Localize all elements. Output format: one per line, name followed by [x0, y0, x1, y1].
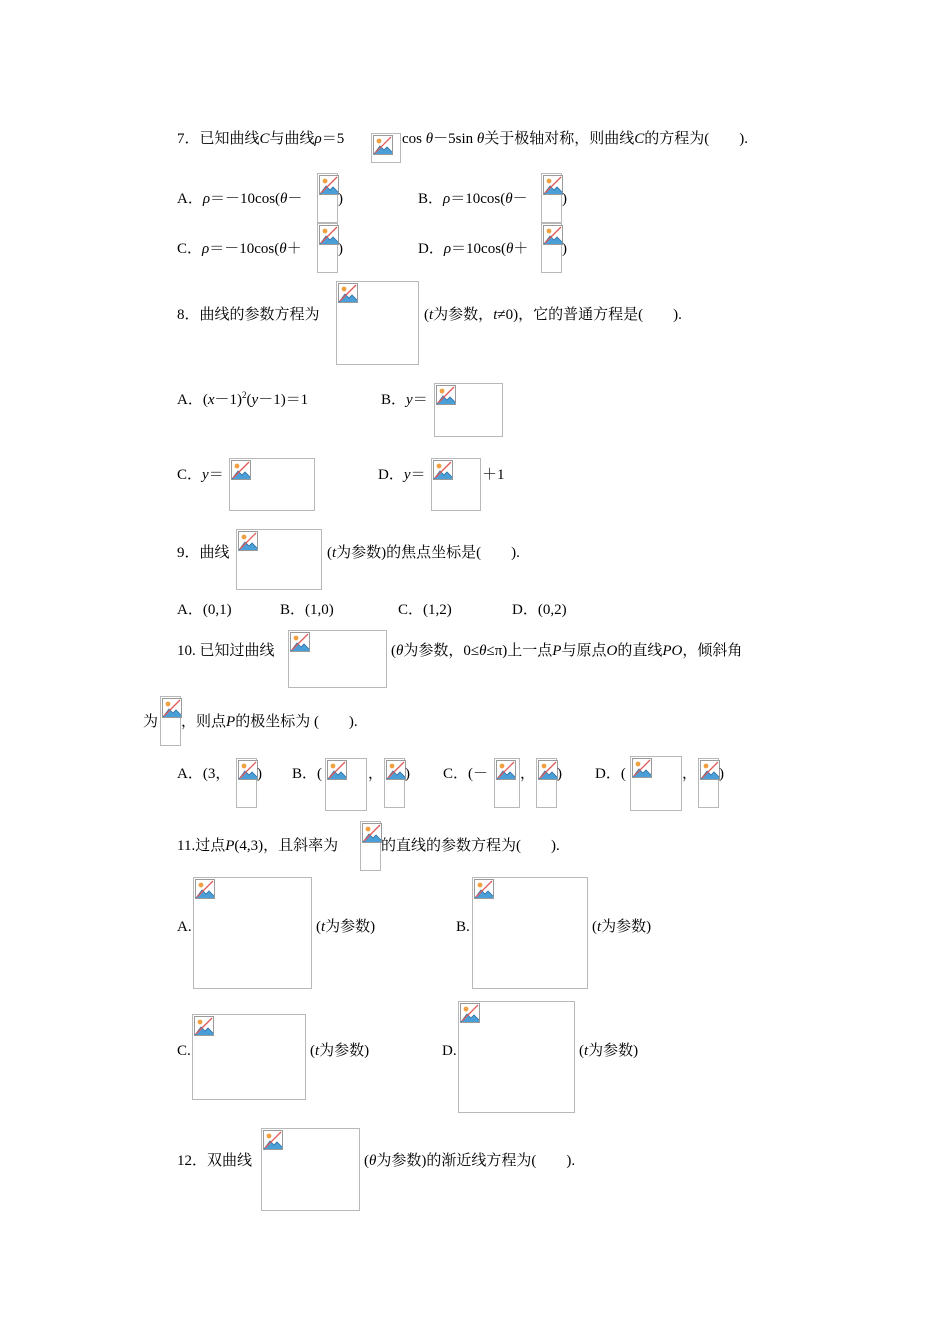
q9-stem-text: (: [327, 545, 332, 561]
var-t: t: [332, 545, 337, 561]
option-text: ＋: [286, 241, 302, 257]
q9-option-c: C．(1,2): [398, 602, 452, 618]
option-text: －1): [214, 392, 243, 408]
q7-stem-text: 关于极轴对称，则曲线: [484, 131, 635, 147]
q12-stem: 12．双曲线: [177, 1153, 253, 1169]
q8-option-b: [381, 391, 428, 409]
q12-stem-text: 为参数)的渐近线方程为( ).: [376, 1153, 576, 1169]
formula-image: [458, 1001, 575, 1113]
formula-image: [536, 758, 557, 808]
q11-stem: [177, 837, 338, 855]
broken-image-icon: [238, 531, 258, 551]
option-text: ＋: [513, 241, 529, 257]
q9-stem: 9．曲线: [177, 545, 230, 561]
broken-image-icon: [386, 760, 406, 780]
option-label: A．: [177, 392, 203, 408]
q11-stem-text: 11.过点: [177, 838, 226, 854]
broken-image-icon: [319, 175, 339, 195]
option-text: －: [512, 191, 528, 207]
q10-option-b-comma: ，: [368, 766, 384, 782]
option-text: ＝－10cos(: [210, 191, 281, 207]
var-y: y: [406, 392, 413, 408]
q9-stem-text: 为参数)的焦点坐标是( ).: [336, 545, 520, 561]
option-text: ＝10cos(: [450, 191, 506, 207]
formula-image: [384, 758, 405, 808]
q10-line2-a: 为: [143, 714, 159, 730]
option-text: (: [246, 392, 252, 408]
broken-image-icon: [496, 760, 516, 780]
var-y: y: [251, 392, 259, 408]
q11-option-c: C.: [177, 1043, 191, 1059]
broken-image-icon: [362, 823, 382, 843]
formula-image: [541, 223, 562, 273]
q11-option-a-param: [316, 918, 375, 936]
q11-option-d: D.: [442, 1043, 457, 1059]
formula-image: [434, 383, 503, 437]
q8-stem: 8．曲线的参数方程为: [177, 307, 320, 323]
q7-stem-text: 7．已知曲线: [177, 131, 260, 147]
broken-image-icon: [319, 225, 339, 245]
option-label: B．: [418, 191, 444, 207]
var-t: t: [597, 919, 602, 935]
q10-stem-text: 为参数，0≤: [403, 643, 480, 659]
q11-option-c-param: [310, 1042, 369, 1060]
formula-image: [229, 458, 315, 511]
formula-image: [360, 821, 381, 871]
q10-stem-text: 与原点: [561, 643, 607, 659]
q7-stem-text: －5sin: [433, 131, 474, 147]
q10-option-c-close: ): [557, 766, 562, 782]
q7-stem-text: 与曲线: [269, 131, 315, 147]
formula-image: [288, 630, 387, 688]
exponent: 2: [242, 390, 247, 400]
q8-option-d: [378, 466, 426, 484]
option-text: (: [202, 392, 208, 408]
formula-image: [431, 458, 481, 511]
option-text: 为参数): [588, 1043, 639, 1059]
rho: ρ: [314, 131, 322, 147]
var-c: C: [634, 131, 645, 147]
q7-option-d: [418, 240, 528, 258]
var-y: y: [403, 467, 411, 483]
q10-stem-text: ，倾斜角: [682, 643, 743, 659]
var-t: t: [493, 307, 498, 323]
q11-option-a: A.: [177, 919, 192, 935]
rho: ρ: [202, 191, 211, 207]
broken-image-icon: [162, 698, 182, 718]
formula-image: [494, 758, 520, 808]
broken-image-icon: [474, 879, 494, 899]
option-label: D．: [418, 241, 444, 257]
formula-image: [236, 529, 322, 590]
q11-option-b: B.: [456, 919, 470, 935]
q10-option-d-comma: ，: [682, 766, 698, 782]
formula-image: [630, 756, 682, 811]
broken-image-icon: [195, 879, 215, 899]
point-p: P: [552, 643, 562, 659]
broken-image-icon: [433, 460, 453, 480]
q10-stem-text: 的直线: [617, 643, 663, 659]
q10-option-d: D．(: [595, 766, 626, 782]
option-text: ＝－10cos(: [209, 241, 280, 257]
point-p: P: [226, 714, 236, 730]
broken-image-icon: [632, 758, 652, 778]
q11-stem-cont: 的直线的参数方程为( ).: [381, 838, 560, 854]
theta: θ: [396, 643, 404, 659]
q10-option-c: C．(－: [443, 766, 489, 782]
theta: θ: [369, 1153, 377, 1169]
var-x: x: [207, 392, 215, 408]
option-text: (: [316, 919, 321, 935]
broken-image-icon: [327, 760, 347, 780]
option-label: B．: [381, 392, 407, 408]
var-t: t: [429, 307, 434, 323]
broken-image-icon: [460, 1003, 480, 1023]
formula-image: [192, 1014, 306, 1100]
formula-image: [541, 173, 562, 223]
q8-stem-cont: [424, 306, 682, 324]
q9-stem-cont: [327, 544, 520, 562]
option-text: ＝10cos(: [451, 241, 507, 257]
broken-image-icon: [338, 283, 358, 303]
theta: θ: [479, 643, 487, 659]
point-p: P: [225, 838, 235, 854]
formula-image: [317, 173, 338, 223]
q9-option-d: D．(0,2): [512, 602, 567, 618]
q10-option-d-close: ): [719, 766, 724, 782]
broken-image-icon: [263, 1130, 283, 1150]
rho: ρ: [443, 241, 452, 257]
option-text: 为参数): [325, 919, 376, 935]
formula-image: [261, 1128, 360, 1211]
option-text: (: [592, 919, 597, 935]
q10-stem-text: ，则点: [181, 714, 227, 730]
q9-option-b: B．(1,0): [280, 602, 334, 618]
q7-option-b: [418, 190, 528, 208]
broken-image-icon: [194, 1016, 214, 1036]
point-o: O: [606, 643, 618, 659]
q8-stem-text: ≠0)，它的普通方程是( ).: [497, 307, 682, 323]
formula-image: [698, 758, 719, 808]
q11-stem-text: (4,3)，且斜率为: [234, 838, 339, 854]
formula-image: [236, 758, 257, 808]
broken-image-icon: [700, 760, 720, 780]
q10-stem-text: ≤π)上一点: [486, 643, 553, 659]
q8-option-a: [177, 391, 308, 409]
broken-image-icon: [231, 460, 251, 480]
q12-stem-text: (: [364, 1153, 369, 1169]
q10-stem-text: 的极坐标为 ( ).: [235, 714, 358, 730]
q7-option-d-close: ): [562, 241, 567, 257]
option-text: －: [287, 191, 303, 207]
var-t: t: [584, 1043, 589, 1059]
q12-stem-cont: [364, 1152, 575, 1170]
q8-option-c: [177, 466, 224, 484]
option-label: C．: [177, 467, 203, 483]
q10-option-b: B．(: [292, 766, 323, 782]
var-c: C: [259, 131, 270, 147]
formula-image: [317, 223, 338, 273]
option-label: A．: [177, 191, 203, 207]
broken-image-icon: [290, 632, 310, 652]
formula-image: [336, 281, 419, 365]
theta: θ: [505, 191, 513, 207]
q11-option-b-param: [592, 918, 651, 936]
q7-option-b-close: ): [562, 191, 567, 207]
broken-image-icon: [436, 385, 456, 405]
formula-image: [325, 758, 367, 811]
option-text: 为参数): [319, 1043, 370, 1059]
theta: θ: [280, 191, 288, 207]
q10-option-b-close: ): [405, 766, 410, 782]
q10-stem-cont: [391, 642, 742, 660]
option-label: C．: [177, 241, 203, 257]
q10-option-a-close: ): [257, 766, 262, 782]
q7-stem-text: ＝5: [321, 131, 345, 147]
var-t: t: [321, 919, 326, 935]
option-text: ＝: [208, 467, 224, 483]
option-label: D．: [378, 467, 404, 483]
q8-stem-text: (: [424, 307, 429, 323]
theta: θ: [279, 241, 287, 257]
theta: θ: [476, 131, 485, 147]
line-po: PO: [662, 643, 683, 659]
formula-image: [371, 133, 401, 163]
formula-image: [193, 877, 312, 989]
q8-option-d-tail: ＋1: [482, 467, 505, 483]
broken-image-icon: [543, 225, 563, 245]
q7-option-c-close: ): [338, 241, 343, 257]
option-text: ＝: [410, 467, 426, 483]
q7-stem-text: cos: [402, 131, 422, 147]
broken-image-icon: [373, 135, 393, 155]
option-text: 为参数): [601, 919, 652, 935]
broken-image-icon: [543, 175, 563, 195]
q10-stem: 10. 已知过曲线: [177, 643, 275, 659]
var-y: y: [202, 467, 209, 483]
theta: θ: [506, 241, 514, 257]
q7-option-a: [177, 190, 302, 208]
rho: ρ: [443, 191, 451, 207]
option-text: (: [579, 1043, 584, 1059]
q7-option-c: [177, 240, 302, 258]
formula-image: [472, 877, 588, 989]
option-text: －1)＝1: [258, 392, 309, 408]
var-t: t: [315, 1043, 320, 1059]
q10-option-a: A．(3，: [177, 766, 231, 782]
broken-image-icon: [238, 760, 258, 780]
q7-stem: [177, 130, 344, 148]
theta: θ: [425, 131, 434, 147]
q7-option-a-close: ): [338, 191, 343, 207]
q8-stem-text: 为参数，: [433, 307, 494, 323]
broken-image-icon: [538, 760, 558, 780]
option-text: (: [310, 1043, 315, 1059]
q10-stem-text: (: [391, 643, 396, 659]
q11-option-d-param: [579, 1042, 638, 1060]
rho: ρ: [202, 241, 210, 257]
option-text: ＝: [412, 392, 428, 408]
q7-stem-cont: [402, 130, 748, 148]
q9-option-a: A．(0,1): [177, 602, 232, 618]
q10-option-c-comma: ，: [520, 766, 536, 782]
formula-image: [160, 696, 181, 746]
q10-line2-b: [181, 713, 358, 731]
q7-stem-text: 的方程为( ).: [644, 131, 749, 147]
